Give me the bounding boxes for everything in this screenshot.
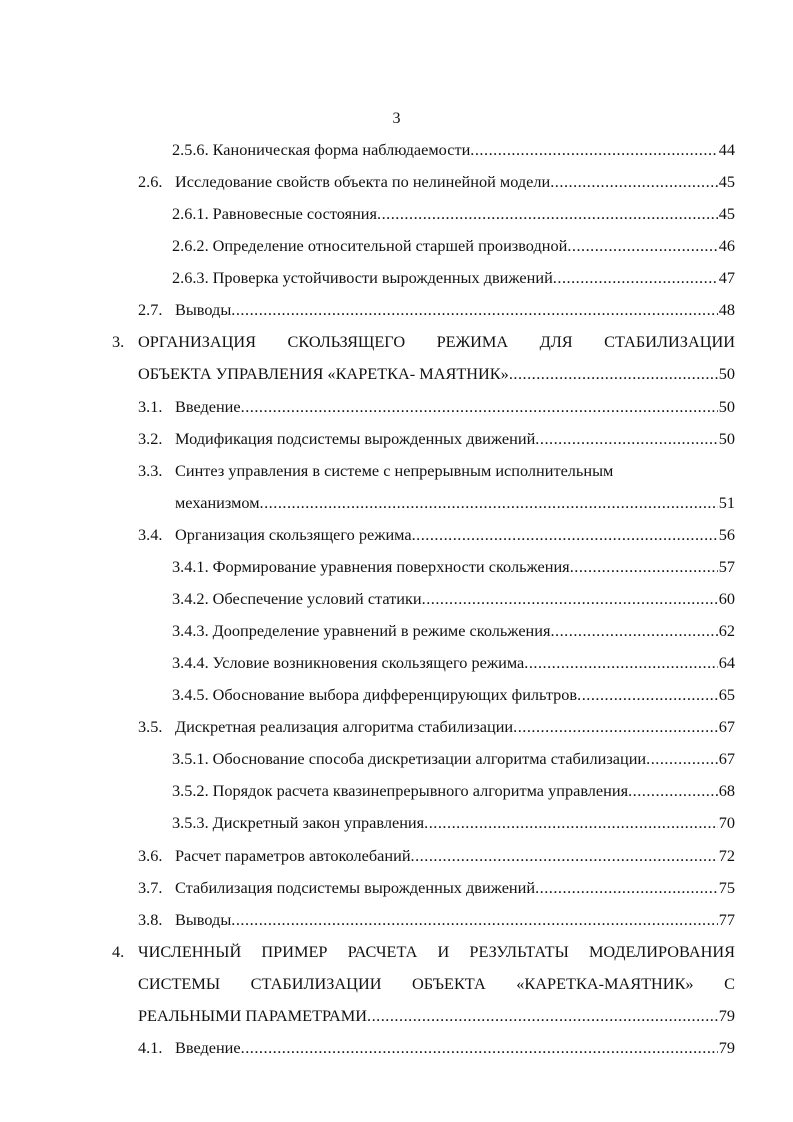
dot-leader [567, 230, 717, 262]
toc-entry-line [172, 775, 735, 807]
toc-entry-page: 65 [718, 685, 735, 705]
toc-entry-title: Введение [175, 396, 241, 416]
toc-entry-title: Определение относительной старшей производной [212, 236, 568, 256]
dot-leader [509, 358, 718, 390]
toc-entry-line [175, 487, 735, 519]
toc-entry-page: 64 [718, 653, 735, 673]
dot-leader [553, 262, 718, 294]
toc-entry-line [138, 358, 735, 390]
toc-entry-title: ОБЪЕКТА УПРАВЛЕНИЯ «КАРЕТКА- МАЯТНИК» [138, 364, 509, 384]
toc-entry-number: 2.6.1. [172, 204, 209, 224]
toc-entry-line [172, 198, 735, 230]
toc-entry-number: 3.3. [138, 460, 163, 480]
toc-entry-line [172, 262, 735, 294]
toc-entry-number: 3.2. [138, 428, 163, 448]
toc-entry-page: 72 [718, 845, 735, 865]
dot-leader [231, 294, 717, 326]
dot-leader [646, 743, 718, 775]
toc-entry-page: 47 [718, 268, 735, 288]
toc-entry-page: 79 [718, 1037, 735, 1057]
toc-entry-page: 67 [718, 717, 735, 737]
toc-entry-title: Дискретная реализация алгоритма стабилизации [175, 717, 514, 737]
dot-leader [367, 1000, 718, 1032]
toc-entry-number: 3.4.1. [172, 556, 209, 576]
toc-entry-line [172, 134, 735, 166]
toc-entry-title: Выводы [175, 909, 232, 929]
toc-entry-number: 3.5. [138, 717, 163, 737]
toc-entry-page: 75 [718, 877, 735, 897]
toc-entry-number: 3.7. [138, 877, 163, 897]
toc-entry-title: Проверка устойчивости вырожденных движений [212, 268, 553, 288]
toc-entry-number: 3.4.2. [172, 588, 209, 608]
toc-entry-page: 62 [718, 621, 735, 641]
toc-entry-line [172, 615, 735, 647]
toc-entry-title: Порядок расчета квазинепрерывного алгоритма управления [212, 781, 629, 801]
toc-entry-page: 70 [718, 813, 735, 833]
toc-entry-line [172, 230, 735, 262]
toc-entry-line [172, 743, 735, 775]
toc-entry-title: Обеспечение условий статики [212, 588, 422, 608]
dot-leader [422, 583, 718, 615]
toc-entry-line [138, 519, 735, 551]
dot-leader [241, 1032, 718, 1064]
toc-entry-title: РЕАЛЬНЫМИ ПАРАМЕТРАМИ [138, 1005, 367, 1025]
toc-entry-number: 3.4. [138, 524, 163, 544]
dot-leader [524, 647, 717, 679]
toc-entry-title: Модификация подсистемы вырожденных движений [175, 428, 536, 448]
toc-entry-number: 3.5.2. [172, 781, 209, 801]
toc-entry-page: 45 [718, 172, 735, 192]
toc-entry-line [138, 840, 735, 872]
toc-entry-page: 79 [718, 1005, 735, 1025]
toc-entry-line [138, 166, 735, 198]
toc-entry-line [112, 326, 735, 358]
toc-entry-line [138, 1000, 735, 1032]
toc-entry-title: Формирование уравнения поверхности скольжения [212, 556, 570, 576]
toc-entry-page: 56 [718, 524, 735, 544]
dot-leader [424, 807, 718, 839]
dot-leader [570, 551, 718, 583]
toc-entry-page: 57 [718, 556, 735, 576]
toc-entry-number: 3.4.3. [172, 621, 209, 641]
dot-leader [241, 391, 718, 423]
toc-entry-title: Обоснование способа дискретизации алгоритма стабилизации [212, 749, 647, 769]
toc-entry-number: 3.4.5. [172, 685, 209, 705]
dot-leader [513, 711, 718, 743]
toc-entry-title: Синтез управления в системе с непрерывным исполнительным [175, 460, 614, 480]
toc-entry-number: 2.6.3. [172, 268, 209, 288]
dot-leader [628, 775, 718, 807]
dot-leader [550, 615, 717, 647]
toc-entry-title: Каноническая форма наблюдаемости [212, 140, 471, 159]
dot-leader [260, 487, 718, 519]
toc-entry-title: Выводы [175, 300, 232, 320]
dot-leader [231, 904, 717, 936]
toc-entry-line [172, 807, 735, 839]
toc-entry-page: 48 [718, 300, 735, 320]
toc-entry-title: Расчет параметров автоколебаний [175, 845, 411, 865]
toc-entry-title: Доопределение уравнений в режиме скольжения [212, 621, 551, 641]
toc-entry-number: 4. [112, 941, 125, 961]
toc-entry-page: 68 [718, 781, 735, 801]
toc-entry-number: 4.1. [138, 1037, 163, 1057]
toc-entry-line [138, 872, 735, 904]
toc-entry-page: 46 [718, 236, 735, 256]
dot-leader [377, 198, 718, 230]
toc-entry-number: 2.5.6. [172, 140, 209, 159]
toc-entry-title: Равновесные состояния [212, 204, 377, 224]
dot-leader [470, 134, 717, 166]
toc-entry-number: 3.5.3. [172, 813, 209, 833]
toc-entry-number: 3.6. [138, 845, 163, 865]
toc-entry-line [138, 455, 735, 487]
toc-entry-title: Стабилизация подсистемы вырожденных движений [175, 877, 536, 897]
toc-entry-title: Условие возникновения скользящего режима [212, 653, 525, 673]
toc-entry-line [138, 1032, 735, 1064]
toc-entry-page: 50 [718, 428, 735, 448]
dot-leader [535, 872, 718, 904]
toc-entry-number: 2.6.2. [172, 236, 209, 256]
toc-entry-line [172, 583, 735, 615]
toc-entry-title: ЧИСЛЕННЫЙ ПРИМЕР РАСЧЕТА И РЕЗУЛЬТАТЫ МОДЕЛИРОВАНИЯ [138, 941, 735, 961]
toc-entry-number: 2.6. [138, 172, 163, 192]
dot-leader [550, 166, 717, 198]
toc-entry-title: Исследование свойств объекта по нелинейной модели [175, 172, 551, 192]
toc-entry-line [138, 904, 735, 936]
toc-entry-page: 44 [718, 140, 735, 159]
dot-leader [577, 679, 718, 711]
page-number: 3 [392, 110, 401, 127]
toc-entry-title: Обоснование выбора дифференцирующих фильтров [212, 685, 578, 705]
toc-entry-number: 3.8. [138, 909, 163, 929]
toc-entry-page: 60 [718, 588, 735, 608]
toc-entry-line [172, 647, 735, 679]
toc-entry-line [138, 968, 735, 1000]
toc-entry-line [138, 391, 735, 423]
toc-entry-number: 3. [112, 332, 125, 352]
toc-entry-page: 45 [718, 204, 735, 224]
dot-leader [411, 840, 718, 872]
toc-entry-page: 50 [718, 364, 735, 384]
toc-entry-page: 50 [718, 396, 735, 416]
dot-leader [412, 519, 718, 551]
toc-entry-line [112, 936, 735, 968]
toc-entry-number: 3.4.4. [172, 653, 209, 673]
toc-entry-page: 77 [718, 909, 735, 929]
toc-entry-line [138, 294, 735, 326]
toc-entry-line [138, 423, 735, 455]
toc-entry-title: ОРГАНИЗАЦИЯ СКОЛЬЗЯЩЕГО РЕЖИМА ДЛЯ СТАБИЛИЗАЦИИ [138, 332, 735, 352]
toc-entry-title: Дискретный закон управления [212, 813, 425, 833]
toc-entry-line [172, 551, 735, 583]
toc-entry-page: 51 [718, 492, 735, 512]
toc-entry-title: СИСТЕМЫ СТАБИЛИЗАЦИИ ОБЪЕКТА «КАРЕТКА-МАЯТНИК» С [138, 973, 735, 993]
toc-entry-number: 2.7. [138, 300, 163, 320]
toc-entry-line [172, 679, 735, 711]
toc-entry-number: 3.1. [138, 396, 163, 416]
toc-entry-title: Организация скользящего режима [175, 524, 412, 544]
toc-entry-page: 67 [718, 749, 735, 769]
toc-entry-line [138, 711, 735, 743]
toc-entry-title: Введение [175, 1037, 241, 1057]
toc-entry-title: механизмом [175, 492, 260, 512]
dot-leader [535, 423, 717, 455]
toc-entry-number: 3.5.1. [172, 749, 209, 769]
